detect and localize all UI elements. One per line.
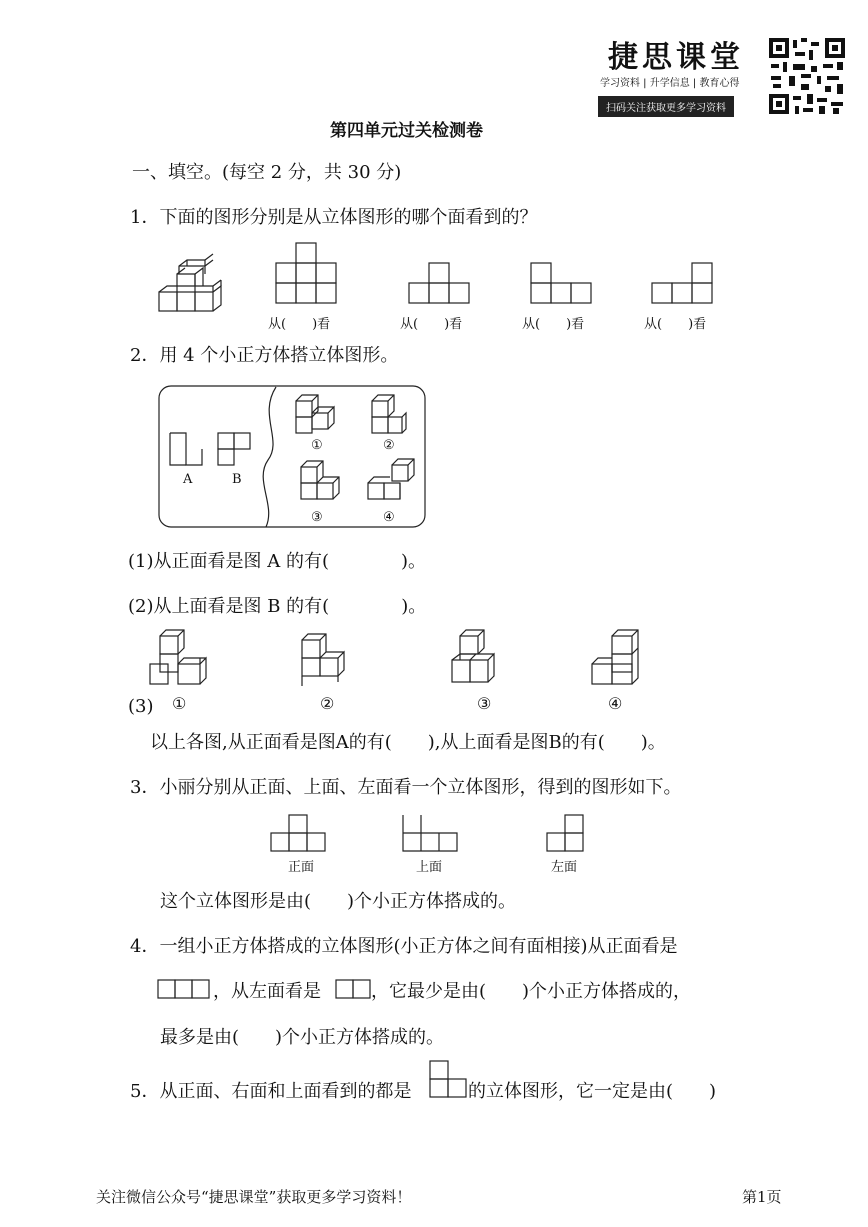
q1-label-3: 从( )看 (522, 317, 585, 332)
q2-label-b: B (232, 472, 242, 487)
q2-label-n4: ④ (383, 510, 395, 525)
brand-cta: 扫码关注获取更多学习资料 (598, 96, 734, 117)
q1-label-1: 从( )看 (268, 317, 331, 332)
q3-answer: 这个立体图形是由( )个小正方体搭成的。 (160, 891, 517, 912)
q3-text: 3．小丽分别从正面、上面、左面看一个立体图形，得到的图形如下。 (130, 777, 682, 798)
q1-solid-figure (155, 237, 235, 317)
tag-edu: 教育心得 (699, 78, 740, 89)
brand-title: 捷思课堂 (608, 40, 744, 75)
q2-sub3-num-2: ② (320, 694, 335, 713)
q5-text-b: 的立体图形，它一定是由( ) (468, 1081, 717, 1102)
q3-view-left (547, 815, 587, 855)
q2-sub3-figures (150, 630, 690, 690)
q2-text: 2．用 4 个小正方体搭立体图形。 (130, 345, 399, 366)
footer-note: 关注微信公众号“捷思课堂”获取更多学习资料！ (96, 1188, 412, 1206)
q2-label-n1: ① (311, 438, 323, 453)
q3-view-top (403, 815, 459, 855)
q5-text-a: 5．从正面、右面和上面看到的都是 (130, 1081, 412, 1102)
page-title: 第四单元过关检测卷 (330, 121, 483, 141)
q3-label-top: 上面 (416, 860, 443, 875)
qr-code-icon (767, 36, 847, 116)
q2-label-n3: ③ (311, 510, 323, 525)
q1-view-3 (531, 263, 593, 305)
q2-label-n2: ② (383, 438, 395, 453)
q2-sub3-num-3: ③ (477, 694, 492, 713)
brand-tags: 学习资料 | 升学信息 | 教育心得 (600, 78, 740, 89)
q4-line2b: ，它最少是由( )个小正方体搭成的， (371, 981, 692, 1002)
q2-sub3-text: 以上各图,从正面看是图A的有( ),从上面看是图B的有( )。 (150, 732, 666, 753)
q5-view (430, 1061, 470, 1103)
q1-label-2: 从( )看 (400, 317, 463, 332)
q3-label-left: 左面 (551, 860, 578, 875)
section-heading: 一、填空。(每空 2 分，共 30 分) (132, 162, 402, 183)
q2-sub3-num-4: ④ (608, 694, 623, 713)
q4-line1: 4．一组小正方体搭成的立体图形(小正方体之间有面相接)从正面看是 (130, 936, 678, 957)
q3-label-front: 正面 (288, 860, 315, 875)
q1-label-4: 从( )看 (644, 317, 707, 332)
q1-view-4 (652, 263, 714, 305)
q3-view-front (271, 815, 327, 855)
q2-sub3-label: (3) (128, 696, 154, 717)
q1-text: 1．下面的图形分别是从立体图形的哪个面看到的？ (130, 207, 538, 228)
q2-figure-box (158, 385, 428, 530)
tag-study: 学习资料 (600, 78, 640, 89)
q4-line2a: ，从左面看是 (213, 981, 321, 1002)
q2-label-a: A (183, 472, 193, 487)
page-number: 第1页 (742, 1188, 782, 1206)
q2-sub2: (2)从上面看是图 B 的有( )。 (128, 596, 427, 617)
q2-sub3-num-1: ① (172, 694, 187, 713)
q2-sub1: (1)从正面看是图 A 的有( )。 (128, 551, 426, 572)
q1-view-2 (409, 263, 471, 305)
q4-line3: 最多是由( )个小正方体搭成的。 (160, 1027, 445, 1048)
tag-school: 升学信息 (649, 78, 690, 89)
q1-view-1 (276, 243, 338, 305)
q4-front-view (158, 980, 214, 1002)
q4-left-view (336, 980, 376, 1002)
